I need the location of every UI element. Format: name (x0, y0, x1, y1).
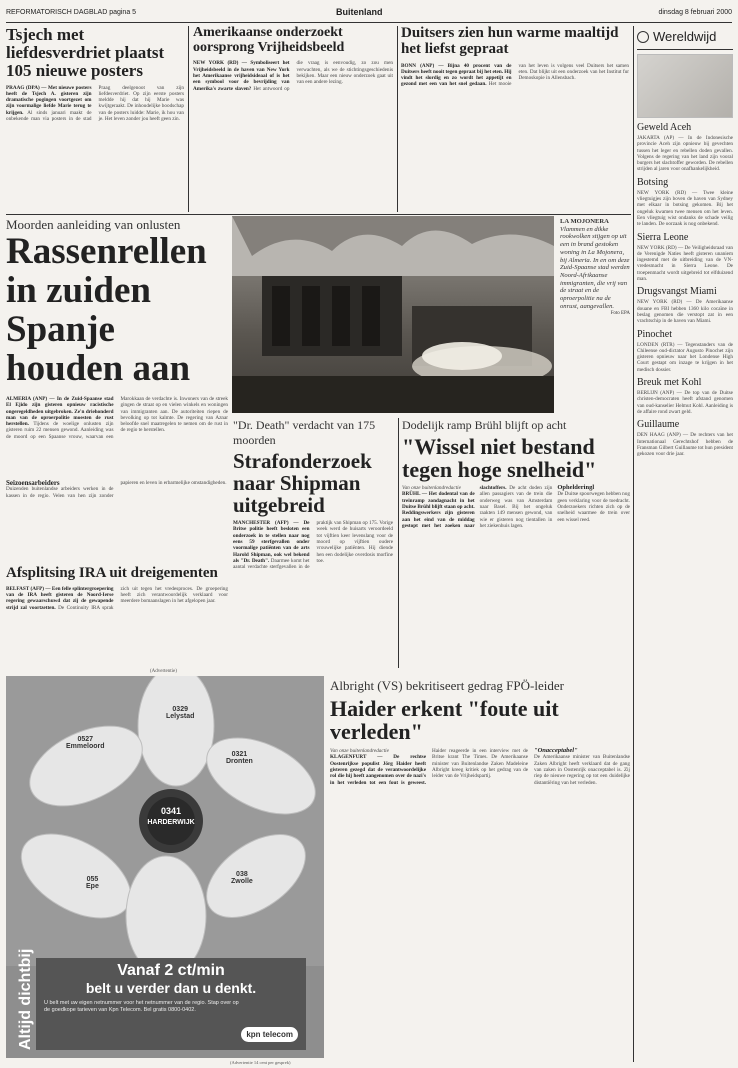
section-name: Buitenland (336, 7, 383, 17)
article-haider (330, 678, 630, 1060)
column-divider (397, 26, 398, 212)
ira-lead: BELFAST (AFP) — Een felle splintergroepering van de IRA heeft gisteren de Noord-Ierse regering gewaarschuwd dat zij de gewapende strijd zal voortzetten. (6, 585, 114, 611)
ira-body (6, 586, 228, 611)
page-date: dinsdag 8 februari 2000 (658, 9, 732, 16)
globe-icon (637, 31, 649, 43)
world-item-text: NEW YORK (RD) — De Veiligheidsraad van de Verenigde Naties heeft gisteren unaniem ingestemd met de uitbreiding van de VN-vredesmacht in Sierra Leone. De troepenmacht wordt uitgebreid tot elfduizend man. (637, 244, 733, 283)
article-statue (193, 26, 393, 212)
world-item-text: NEW YORK (RD) — De Amerikaanse douane en FBI hebben 1360 kilo cocaïne in beslag genomen die verstopt zat in een vrachtschip in de haven van Miami. (637, 299, 733, 325)
seasonal-title: Seizoensarbeiders (6, 480, 60, 487)
horizontal-rule (6, 214, 631, 215)
riots-seasonal (6, 480, 228, 564)
bruhl-subline: Van onze buitenlandredactie (402, 485, 461, 492)
bruhl-section-title: Ophelderingl (557, 484, 595, 492)
fire-scene-illustration (232, 216, 554, 413)
riots-lead: ALMERIA (ANP) — In de Zuid-Spaanse stad El Ejido zijn gisteren opnieuw racistische ongeregeldheden uitgebroken. Ze'n driehonderd man van de oproerpolitie moesten de rust herstellen. (6, 396, 114, 428)
area-code-lelystad: 0329 Lelystad (166, 706, 195, 720)
world-item (637, 232, 733, 283)
article-text: Het mooie van het leven is volgens veel Duitsers het samen eten. Dat blijkt uit een onderzoek van het Institut fur Demoskopie in Allensbach. (488, 62, 629, 88)
bruhl-lead: BRÜHL — Het dodental van de treinramp zondagnacht in het Duitse Brühl blijft staan op acht. Reddingswerkers zijn gisteren aan het eind van de middag gestopt met het zoeken naar slachtoffers. (402, 485, 507, 529)
world-item (637, 177, 733, 228)
article-headline: Duitsers zien hun warme maaltijd het liefst gepraat (401, 26, 619, 57)
article-body (193, 60, 393, 91)
riots-text: Tijdens de woelige onlusten zijn gisteren ruim 22 mensen gewond. Aanleiding was de moord op een Spaanse vrouw, waarvan een Marokkaan de verdachte is. Inwoners van de streek gingen de straat op en vielen winkels en woningen van immigranten aan. De autoriteiten riepen de bevolking op tot kalmte. De regering van Aznar beloofde snel maatregelen te nemen om de rust in de regio te herstellen. (6, 396, 228, 440)
shipman-lead: MANCHESTER (AFP) — De Britse politie heeft besloten een onderzoek in te stellen naar nog eens 59 sterfgevallen onder voormalige patiënten van de arts Harold Shipman, ook wel bekend als "Dr. Death". (233, 520, 310, 564)
sidebar-title-box (637, 26, 733, 50)
kpn-advertisement (6, 676, 324, 1058)
article-bruhl (402, 418, 630, 668)
world-item-head: Geweld Aceh (637, 122, 692, 133)
haider-lead: KLAGENFURT — De rechtse Oostenrijkse populist Jörg Haider heeft gisteren gezegd dat de verantwoordelijke rol die hij heeft aangenomen over de nazi's in het verleden tot een fout is geweest. (330, 754, 426, 786)
ira-text: De Continuity IRA sprak zich uit tegen het vredesproces. De groepering heeft zich verantwoordelijk verklaard voor meerdere bomaanslagen in het afgelopen jaar. (58, 585, 228, 611)
haider-section-title: "Onacceptabel" (534, 747, 578, 755)
world-item (637, 286, 733, 324)
article-germans (401, 26, 629, 212)
article-kicker: Albright (VS) bekritiseert gedrag FPÖ-leider (330, 678, 564, 693)
wereldwijd-sidebar (637, 26, 733, 1062)
caption-text: Vlammen en dikke rookwolken stijgen op uit een in brand gestoken woning in La Mojonera, bij Almeria. In en om deze Zuid-Spaanse stad werden Noord-Afrikaanse immigranten, die vrij van de straat en de oproerpolitie na de onrust, aangevallen. (560, 225, 630, 310)
newspaper-name: REFORMATORISCH DAGBLAD pagina 5 (6, 9, 137, 16)
sidebar-divider (633, 26, 634, 1062)
ad-footer: (Advertentie 14 cent per gesprek) (230, 1060, 291, 1065)
article-lead: PRAAG (DPA) — Met nieuwe posters heeft de Tsjech A. gisteren zijn dramatische pogingen voortgezet om zijn voormalige liefde Marie terug te krijgen. (6, 84, 92, 116)
riots-photo (232, 216, 554, 413)
article-body (401, 63, 629, 88)
article-ira (6, 566, 228, 666)
world-item-text: BERLIJN (ANP) — De top van de Duitse christen-democraten heeft afstand genomen van oud-kanselier Helmut Kohl. Aanleiding is de affaire rond zwart geld. (637, 390, 733, 415)
ad-slogan-line2: belt u verder dan u denkt. (85, 980, 257, 996)
kpn-logo: kpn telecom (241, 1027, 298, 1042)
bruhl-text: De acht doden zijn allen passagiers van de trein die onderweg was van Amsterdam naar Basel. Bij het ongeluk raakten 149 mensen gewond, van wie er gisteren nog tientallen in het ziekenhuis lagen. (479, 485, 553, 529)
world-item-head: Guillaume (637, 419, 680, 431)
column-divider (398, 418, 399, 668)
riots-headline: Rassenrellen in zuiden Spanje houden aan (6, 231, 207, 389)
article-headline: Tsjech met liefdesverdriet plaatst 105 nieuwe posters (6, 26, 165, 80)
article-text: Het antwoord op die vraag is eenvoudig, zo zou men verwachten, als we de stichtingsgeschiedenis bekijken. Maar een nieuw onderzoek gaat uit van een andere lezing. (253, 60, 393, 92)
world-item-head: Pinochet (637, 328, 672, 340)
shipman-headline: Strafonderzoek naar Shipman uitgebreid (233, 449, 372, 518)
shipman-text: Daarmee komt het aantal verdachte sterfgevallen in de praktijk van Shipman op 175. Vorige week werd de huisarts veroordeeld tot vijftien keer levenslang voor de moord op vijftien oudere vrouwelijke patiënten. Hij diende hen een dodelijke overdosis morfine toe. (233, 520, 393, 571)
column-divider (188, 26, 189, 212)
world-item-text: JAKARTA (AP) — In de Indonesische provincie Aceh zijn opnieuw bij gevechten tussen het leger en rebellen doden gevallen. Volgens de regering van het land zijn vooral burgers het slachtoffer geworden. De rebellen strijden al jaren voor onafhankelijkheid. (637, 135, 733, 173)
area-code-epe: 055 Epe (86, 876, 99, 890)
world-item-head: Drugsvangst Miami (637, 286, 717, 298)
world-item (637, 377, 733, 415)
ad-body-text: U belt met uw eigen netnummer voor het netnummer van de regio. Stap over op de goedkope tarieven van Kpn Telecom. Bel gratis 0800-0402. (44, 1000, 239, 1013)
ad-slogan-box (36, 958, 306, 1050)
article-kicker: Moorden aanleiding van onlusten (6, 217, 181, 232)
area-code-harderwijk: 0341 HARDERWIJK (147, 806, 195, 826)
article-posters (6, 26, 184, 212)
world-item (637, 329, 733, 373)
article-lead: NEW YORK (RD) — Symboliseert het Vrijheidsbeeld in de haven van New York het Amerikaanse vrijheidsideaal of is het een symbool voor de bevrijding van Amerika's zwarte slaven? (193, 60, 290, 92)
advertisement-label: (Advertentie) (150, 669, 177, 674)
world-item (637, 419, 733, 457)
haider-headline: Haider erkent "foute uit verleden" (330, 696, 559, 745)
ad-side-text: Altijd dichtbij (17, 948, 34, 1050)
bruhl-section-text: De Duitse spoorwegen hebben nog geen verklaring voor de toedracht. Onderzoekers richten zich op de snelheid waarmee de trein over een wissel reed. (557, 491, 630, 523)
article-kicker: "Dr. Death" verdacht van 175 moorden (233, 418, 376, 447)
haider-text: Haider reageerde in een interview met de Britse krant The Times. De Amerikaanse minister van Buitenlandse Zaken Madeleine Albright kreeg kritiek op het gedrag van de leider van de Vrijheidspartij. (432, 748, 528, 780)
article-text: Al sinds januari maakt de onbekende man via posters in de stad Praag deelgenoot van zijn liefdesverdriet. Op zijn eerste posters meldde hij dat hij Marie was kwijtgeraakt. De inhoudelijke boodschap van de posters luidde: Marie, ik hou van je. Het leven zonder jou heeft geen zin. (6, 84, 184, 123)
world-item-text: NEW YORK (RD) — Twee kleine vliegtuigjes zijn boven de haven van Sydney met elkaar in botsing gekomen. Bij het ongeluk kwamen twee mensen om het leven. Een vliegtuig wist ondanks de schade veilig te landen. De oorzaak is nog onbekend. (637, 189, 733, 228)
area-code-zwolle: 038 Zwolle (231, 871, 253, 885)
article-kicker: Dodelijk ramp Brühl blijft op acht (402, 418, 567, 432)
haider-body (330, 748, 630, 786)
article-body (6, 85, 184, 123)
bruhl-body (402, 485, 630, 529)
world-item-head: Breuk met Kohl (637, 377, 702, 389)
article-shipman (233, 418, 393, 668)
world-item-head: Botsing (637, 176, 669, 188)
photo-credit: Foto EPA (610, 311, 630, 317)
sidebar-photo (637, 54, 733, 118)
world-item-text: DEN HAAG (ANP) — De rechters van het Internationaal Gerechtshof hebben de Fransman Gilbert Guillaume tot hun president gekozen voor drie jaar. (637, 432, 733, 458)
seasonal-text: Duizenden buitenlandse arbeiders werken in de kassen in de regio. Velen van hen zijn zonder papieren en leven in erbarmelijke omstandigheden. (6, 480, 227, 499)
haider-section-text: De Amerikaanse minister van Buitenlandse Zaken Albright heeft verklaard dat de gang van zaken in Oostenrijk onacceptabel is. Zij riep de nieuwe regering op tot een duidelijke distantiëring van het verleden. (534, 754, 630, 786)
world-item-head: Sierra Leone (637, 231, 689, 243)
area-code-emmeloord: 0527 Emmeloord (66, 736, 105, 750)
world-item-text: LONDEN (RTR) — Tegenstanders van de Chileense oud-dictator Augusto Pinochet zijn gisteren opnieuw naar het Londense High Court gestapt om inzage te krijgen in het medisch dossier. (637, 341, 733, 373)
article-lead: BONN (ANP) — Bijna 40 procent van de Duitsers heeft nooit tegen gepraat bij het eten. Hij vindt het slordig en zo wordt het appetijt en gezond met een van het snel gedaan. (401, 62, 512, 88)
ira-headline: Afsplitsing IRA uit dreigementen (6, 566, 218, 581)
ad-slogan-line1: Vanaf 2 ct/min (117, 962, 225, 979)
area-code-dronten: 0321 Dronten (226, 751, 253, 765)
caption-tag: LA MOJONERA (560, 218, 609, 225)
article-headline: Amerikaanse onderzoekt oorsprong Vrijheidsbeeld (193, 26, 345, 55)
page-header (6, 6, 732, 23)
bruhl-headline: "Wissel niet bestand tegen hoge snelheid" (402, 434, 597, 483)
photo-caption (560, 218, 630, 414)
shipman-body (233, 520, 393, 570)
haider-subline: Van onze buitenlandredactie (330, 748, 389, 755)
sidebar-title: Wereldwijd (653, 29, 717, 44)
world-item (637, 122, 733, 173)
